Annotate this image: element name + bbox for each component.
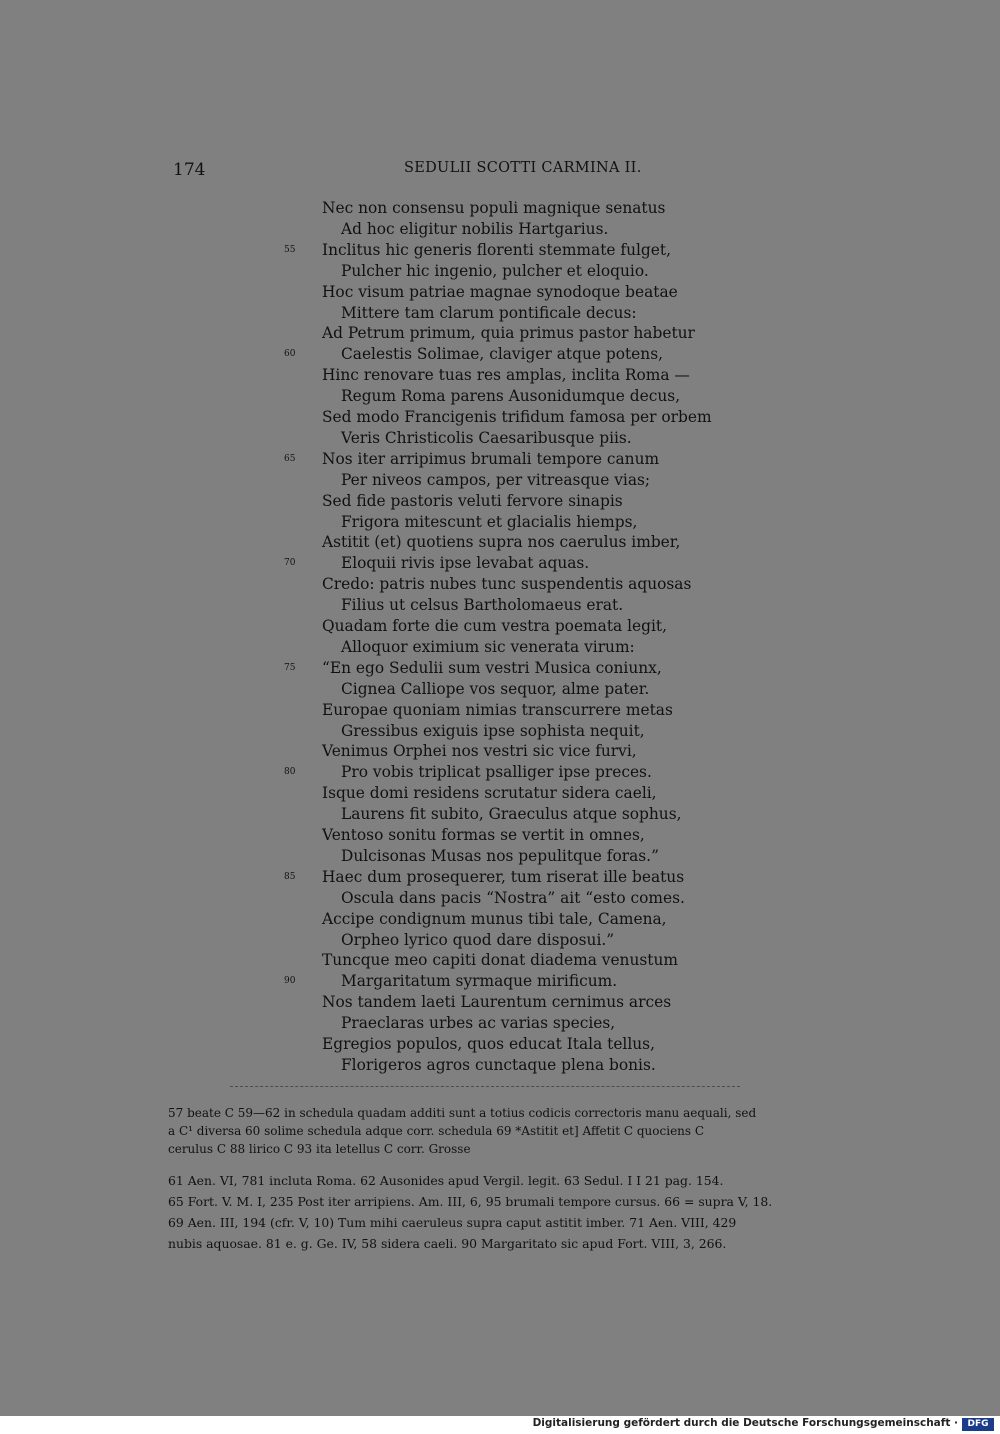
running-head: SEDULII SCOTTI CARMINA II. [404,160,642,176]
verse-line [0,971,1000,992]
verse-text: Hoc visum patriae magnae synodoque beatae [322,282,678,301]
verse-line [0,637,1000,658]
verse-line [0,700,1000,721]
verse-text: Florigeros agros cunctaque plena bonis. [341,1055,656,1074]
verse-text: Eloquii rivis ipse levabat aquas. [341,554,590,573]
verse-line [0,741,1000,762]
verse-text: Credo: patris nubes tunc suspendentis aquosas [322,575,692,594]
verse-line [0,1013,1000,1034]
verse-line [0,532,1000,553]
verse-line [0,595,1000,616]
verse-line [0,616,1000,637]
line-number: 70 [284,558,296,569]
verse-line [0,282,1000,303]
verse-text: Ad hoc eligitur nobilis Hartgarius. [341,219,609,238]
verse-line [0,867,1000,888]
verse-line [0,992,1000,1013]
verse-text: Oscula dans pacis “Nostra” ait “esto comes. [341,888,685,907]
source-line: 69 Aen. III, 194 (cfr. V, 10) Tum mihi caeruleus supra caput astitit imber. 71 Aen. VIII, 429 [168,1215,737,1230]
verse-line [0,1034,1000,1055]
verse-line [0,658,1000,679]
footnote-divider [230,1086,740,1087]
verse-line [0,721,1000,742]
verse-text: Veris Christicolis Caesaribusque piis. [341,428,632,447]
verse-text: Orpheo lyrico quod dare disposui.” [341,930,615,949]
verse-line [0,909,1000,930]
verse-line [0,950,1000,971]
dfg-logo: DFG [962,1418,994,1431]
verse-text: Per niveos campos, per vitreasque vias; [341,470,651,489]
verse-text: Laurens fit subito, Graeculus atque sophus, [341,805,682,824]
verse-line [0,240,1000,261]
verse-line [0,407,1000,428]
verse-line [0,512,1000,533]
verse-line [0,470,1000,491]
verse-line [0,198,1000,219]
verse-line [0,219,1000,240]
line-number: 55 [284,244,296,255]
verse-line [0,323,1000,344]
verse-text: Regum Roma parens Ausonidumque decus, [341,387,681,406]
verse-line [0,491,1000,512]
verse-line [0,261,1000,282]
verse-text: Mittere tam clarum pontificale decus: [341,303,637,322]
verse-line [0,574,1000,595]
source-line: 61 Aen. VI, 781 incluta Roma. 62 Ausonides apud Vergil. legit. 63 Sedul. I I 21 pag. 154. [168,1173,724,1188]
verse-line [0,679,1000,700]
line-number: 85 [284,871,296,882]
verse-text: Europae quoniam nimias transcurrere metas [322,700,673,719]
digitization-footer [0,1416,1000,1434]
line-number: 80 [284,767,296,778]
footer-text: Digitalisierung gefördert durch die Deutsche Forschungsgemeinschaft · [532,1417,958,1429]
verse-line [0,344,1000,365]
verse-line [0,846,1000,867]
verse-text: Tuncque meo capiti donat diadema venustum [322,951,678,970]
verse-line [0,553,1000,574]
verse-text: Sed modo Francigenis trifidum famosa per orbem [322,408,712,426]
verse-text: Nec non consensu populi magnique senatus [322,199,666,217]
verse-line [0,449,1000,470]
verse-text: Isque domi residens scrutatur sidera caeli, [322,784,657,803]
verse-line [0,428,1000,449]
critical-apparatus [168,1104,840,1158]
verse-text: Filius ut celsus Bartholomaeus erat. [341,596,624,615]
line-number: 90 [284,976,296,987]
verse-text: Praeclaras urbes ac varias species, [341,1014,616,1033]
apparatus-line: cerulus C 88 lirico C 93 ita letellus C corr. Grosse [168,1142,471,1156]
verse-text: Venimus Orphei nos vestri sic vice furvi, [322,742,637,761]
verse-line [0,303,1000,324]
verse-line [0,365,1000,386]
verse-text: “En ego Sedulii sum vestri Musica coniunx, [322,658,662,677]
verse-text: Ad Petrum primum, quia primus pastor habetur [322,324,695,343]
verse-text: Pulcher hic ingenio, pulcher et eloquio. [341,261,649,280]
apparatus-line: a C¹ diversa 60 solime schedula adque corr. schedula 69 *Astitit et] Affetit C quociens C [168,1124,705,1138]
verse-text: Margaritatum syrmaque mirificum. [341,972,618,991]
verse-text: Gressibus exiguis ipse sophista nequit, [341,721,645,740]
verse-text: Accipe condignum munus tibi tale, Camena, [322,909,667,928]
verse-line [0,386,1000,407]
line-number: 65 [284,453,296,464]
source-notes [168,1170,840,1254]
verse-line [0,930,1000,951]
verse-text: Quadam forte die cum vestra poemata legit, [322,617,667,635]
verse-line [0,804,1000,825]
verse-text: Alloquor eximium sic venerata virum: [341,637,635,656]
line-number: 60 [284,349,296,360]
page-header [0,160,1000,184]
verse-line [0,1055,1000,1076]
verse-text: Hinc renovare tuas res amplas, inclita Roma — [322,366,690,385]
verse-text: Sed fide pastoris veluti fervore sinapis [322,491,623,510]
verse-text: Cignea Calliope vos sequor, alme pater. [341,679,650,698]
verse-line [0,762,1000,783]
verse-text: Nos tandem laeti Laurentum cernimus arces [322,993,672,1012]
apparatus-line: 57 beate C 59—62 in schedula quadam additi sunt a totius codicis correctoris manu aequali, sed [168,1106,757,1120]
line-number: 75 [284,662,296,673]
verse-text: Frigora mitescunt et glacialis hiemps, [341,512,638,531]
verse-text: Inclitus hic generis florenti stemmate fulget, [322,240,671,259]
verse-text: Egregios populos, quos educat Itala tellus, [322,1035,655,1053]
verse-text: Dulcisonas Musas nos pepulitque foras.” [341,846,659,865]
verse-text: Caelestis Solimae, claviger atque potens, [341,345,663,364]
verse-text: Pro vobis triplicat psalliger ipse preces. [341,763,652,782]
verse-text: Haec dum prosequerer, tum riserat ille beatus [322,867,685,886]
page-number: 174 [173,160,206,180]
verse-text: Astitit (et) quotiens supra nos caerulus imber, [322,533,681,552]
verse-line [0,783,1000,804]
verse-text: Ventoso sonitu formas se vertit in omnes, [322,826,645,844]
verse-line [0,825,1000,846]
verse-text: Nos iter arripimus brumali tempore canum [322,449,660,468]
source-line: nubis aquosae. 81 e. g. Ge. IV, 58 sidera caeli. 90 Margaritato sic apud Fort. VIII, 3, 266. [168,1236,727,1251]
source-line: 65 Fort. V. M. I, 235 Post iter arripiens. Am. III, 6, 95 brumali tempore cursus. 66 = supra V, 18. [168,1194,773,1209]
verse-line [0,888,1000,909]
